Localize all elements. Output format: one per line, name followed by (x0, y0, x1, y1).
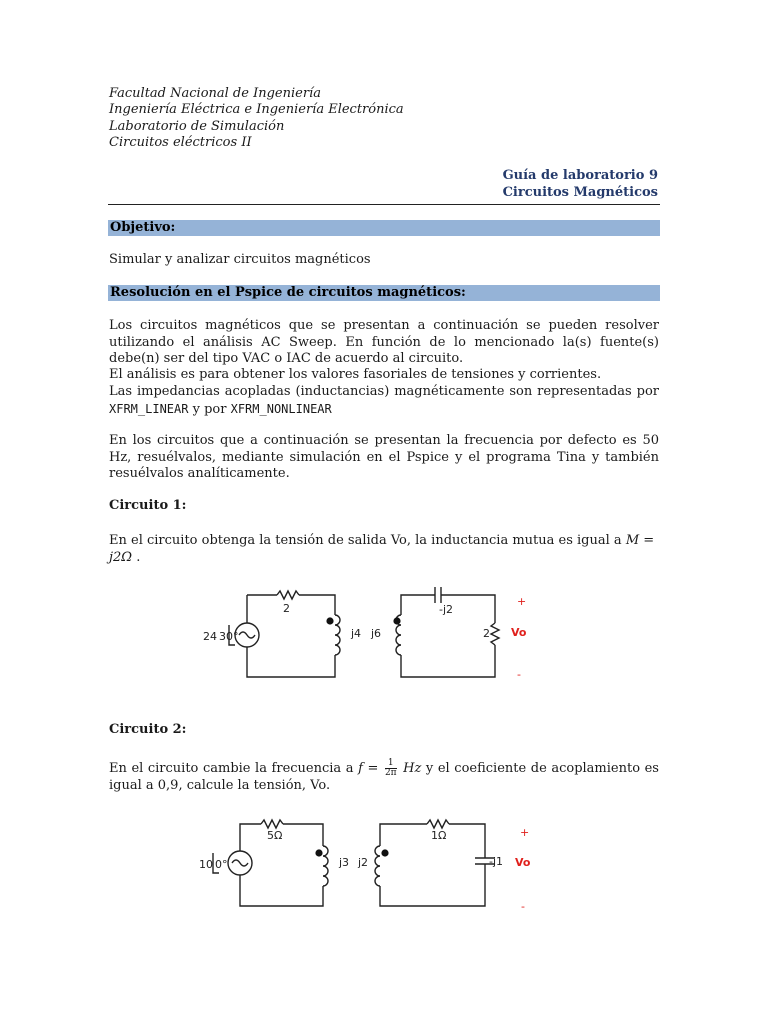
c2-minus-sign: - (521, 900, 525, 913)
dot-mark-l2 (393, 617, 400, 624)
circuit-2-text-a: En el circuito cambie la frecuencia a (109, 761, 354, 776)
circuit-1-diagram (195, 585, 545, 685)
c1-vo-label: Vo (511, 626, 527, 639)
c2-dot-mark-l1 (315, 849, 322, 856)
c2-plus-sign: + (520, 826, 530, 839)
paragraph-3-connector: y por (188, 401, 231, 417)
objective-heading: Objetivo: (108, 220, 660, 236)
c2-r1-label: 5Ω (267, 829, 283, 842)
resolution-paragraph-4: En los circuitos que a continuación se presentan la frecuencia por defecto es 50 Hz, resuélvalos, mediante simulación en el Pspice y el programa Tina y también resuélvalos analíticamente. (109, 433, 659, 481)
c1-l2-label: j6 (371, 627, 382, 640)
lab-name: Laboratorio de Simulación (109, 119, 285, 134)
resolution-paragraph-3 (109, 384, 659, 418)
guide-number: Guía de laboratorio 9 (502, 168, 658, 183)
frequency-fraction (385, 759, 397, 778)
circuit-1-heading: Circuito 1: (109, 498, 187, 513)
c1-source-magnitude: 24 (203, 630, 217, 643)
fraction-numerator: 1 (385, 759, 397, 769)
resolution-heading: Resolución en el Pspice de circuitos magnéticos: (108, 285, 660, 301)
circuit-2-text-b: y el coeficiente de acoplamiento es igual a 0,9, calcule la tensión, Vo. (109, 761, 659, 793)
header-divider (108, 204, 660, 205)
paragraph-3-text: Las impedancias acopladas (inductancias) magnéticamente son representadas por (109, 384, 659, 399)
c2-l2-label: j2 (358, 856, 369, 869)
c1-r1-label: 2 (283, 602, 290, 615)
c2-source-angle: 0° (215, 858, 228, 871)
fraction-denominator: 2π (384, 768, 397, 778)
dot-mark-l1 (326, 617, 333, 624)
c1-source-angle: 30° (219, 630, 239, 643)
c2-cap-label: -j1 (489, 855, 504, 868)
faculty-name: Facultad Nacional de Ingeniería (109, 86, 321, 101)
mutual-inductance-formula: M = j2Ω (109, 533, 655, 565)
c2-source-magnitude: 10 (199, 858, 213, 871)
resolution-paragraph-1: Los circuitos magnéticos que se presentan a continuación se pueden resolver utilizando el análisis AC Sweep. En función de lo mencionado la(s) fuente(s) debe(n) ser del tipo VAC o IAC de acuerdo al circuito. (109, 318, 659, 366)
department-name: Ingeniería Eléctrica e Ingeniería Electrónica (109, 102, 404, 117)
objective-text: Simular y analizar circuitos magnéticos (109, 252, 371, 267)
xfrm-nonlinear-code: XFRM_NONLINEAR (230, 401, 332, 416)
c1-r2-label: 2 (483, 627, 490, 640)
c1-l1-label: j4 (351, 627, 362, 640)
guide-subject: Circuitos Magnéticos (502, 185, 658, 200)
c1-plus-sign: + (517, 595, 527, 608)
course-name: Circuitos eléctricos II (109, 135, 252, 150)
c2-vo-label: Vo (515, 856, 531, 869)
frequency-unit: Hz (403, 761, 422, 776)
c1-cap-label: -j2 (439, 603, 454, 616)
circuit-2-statement (109, 759, 659, 795)
c2-dot-mark-l2 (381, 849, 388, 856)
c1-minus-sign: - (517, 668, 521, 681)
c2-l1-label: j3 (339, 856, 350, 869)
circuit-1-statement (109, 533, 659, 566)
c2-r2-label: 1Ω (431, 829, 447, 842)
frequency-formula: f = (358, 761, 379, 776)
circuit-1-text-end: . (132, 549, 141, 565)
circuit-2-diagram (195, 818, 545, 918)
circuit-1-text: En el circuito obtenga la tensión de salida Vo, la inductancia mutua es igual a (109, 533, 622, 548)
xfrm-linear-code: XFRM_LINEAR (109, 401, 189, 416)
resolution-paragraph-2: El análisis es para obtener los valores fasoriales de tensiones y corrientes. (109, 367, 602, 382)
circuit-2-heading: Circuito 2: (109, 722, 187, 737)
